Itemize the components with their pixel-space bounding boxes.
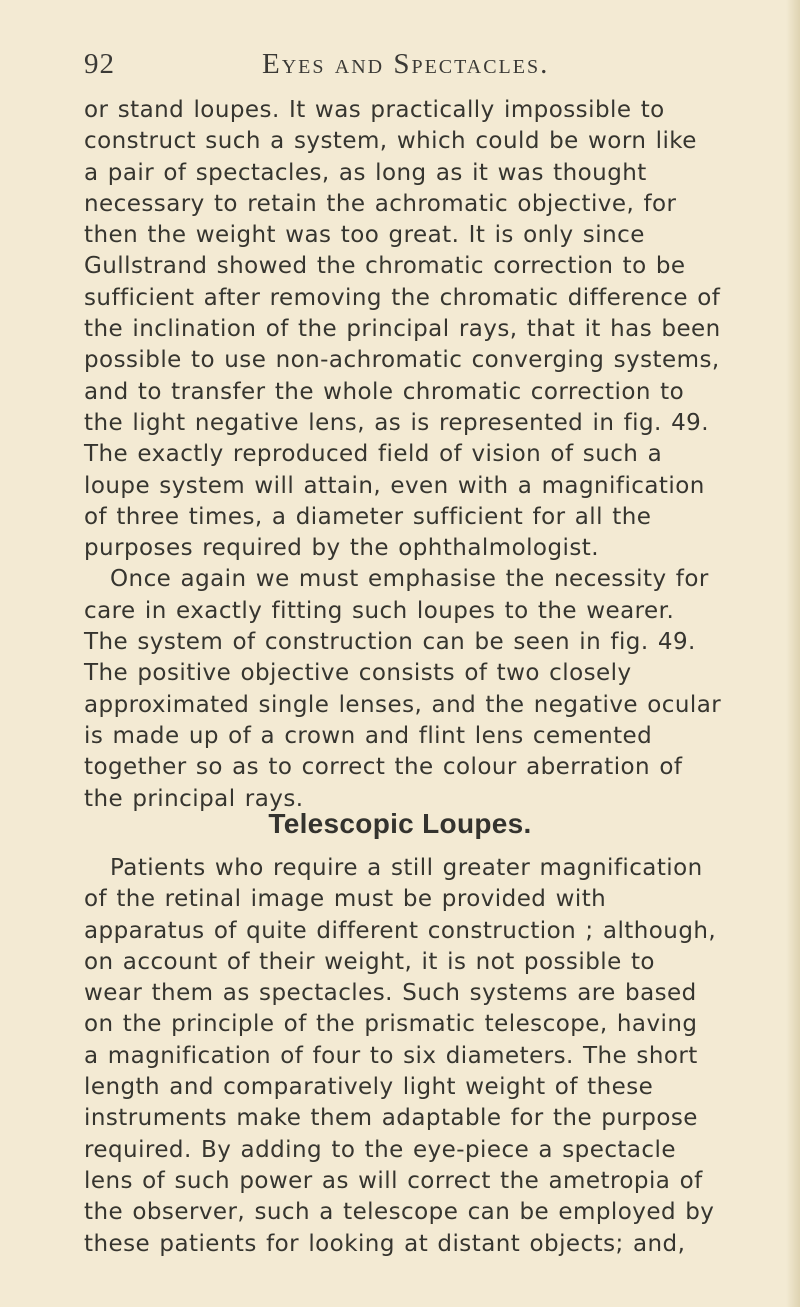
- text-line: purposes required by the ophthalmologist.: [84, 535, 600, 562]
- text-line: Once again we must emphasise the necessity for: [110, 566, 709, 593]
- text-line: the light negative lens, as is represented in fig. 49.: [84, 409, 709, 436]
- section-heading: Telescopic Loupes.: [268, 808, 532, 839]
- text-line: a pair of spectacles, as long as it was thought: [84, 159, 647, 186]
- text-line: and to transfer the whole chromatic correction to: [84, 378, 685, 405]
- text-line: possible to use non-achromatic converging systems,: [84, 347, 720, 374]
- text-line: of the retinal image must be provided with: [84, 886, 607, 913]
- text-line: instruments make them adaptable for the purpose: [84, 1105, 698, 1132]
- text-line: The positive objective consists of two closely: [84, 660, 632, 687]
- page-number: 92: [84, 48, 115, 80]
- text-line: on account of their weight, it is not possible to: [84, 948, 655, 975]
- page-header: [0, 48, 800, 88]
- text-line: or stand loupes. It was practically impossible to: [84, 97, 665, 123]
- text-line: The system of construction can be seen in fig. 49.: [84, 629, 696, 656]
- text-line: is made up of a crown and flint lens cemented: [84, 722, 653, 749]
- text-line: lens of such power as will correct the ametropia of: [84, 1167, 703, 1194]
- text-line: approximated single lenses, and the negative ocular: [84, 691, 722, 718]
- body-text-top: [84, 95, 795, 815]
- text-line: wear them as spectacles. Such systems are based: [84, 980, 697, 1007]
- text-line: the inclination of the principal rays, that it has been: [84, 316, 721, 343]
- text-line: then the weight was too great. It is only since: [84, 222, 645, 249]
- text-line: necessary to retain the achromatic objective, for: [84, 190, 677, 217]
- text-line: Gullstrand showed the chromatic correction to be: [84, 253, 686, 280]
- text-line: together so as to correct the colour aberration of: [84, 754, 683, 781]
- text-line: of three times, a diameter sufficient for all the: [84, 503, 652, 530]
- text-line: length and comparatively light weight of these: [84, 1074, 654, 1101]
- text-line: the principal rays.: [84, 785, 304, 812]
- text-line: loupe system will attain, even with a magnification: [84, 472, 705, 499]
- text-line: Patients who require a still greater magnification: [110, 855, 703, 881]
- text-line: a magnification of four to six diameters. The short: [84, 1042, 698, 1069]
- text-line: these patients for looking at distant objects; and,: [84, 1230, 686, 1257]
- text-line: construct such a system, which could be worn like: [84, 128, 697, 155]
- text-line: apparatus of quite different construction ; although,: [84, 917, 717, 944]
- text-line: the observer, such a telescope can be employed by: [84, 1199, 715, 1226]
- text-line: The exactly reproduced field of vision of such a: [84, 441, 663, 468]
- text-line: on the principle of the prismatic telescope, having: [84, 1011, 698, 1038]
- running-head: Eyes and Spectacles.: [262, 48, 550, 80]
- text-line: care in exactly fitting such loupes to the wearer.: [84, 597, 675, 624]
- text-line: sufficient after removing the chromatic difference of: [84, 284, 721, 311]
- text-line: required. By adding to the eye-piece a spectacle: [84, 1136, 676, 1163]
- body-text-bottom: [84, 853, 795, 1260]
